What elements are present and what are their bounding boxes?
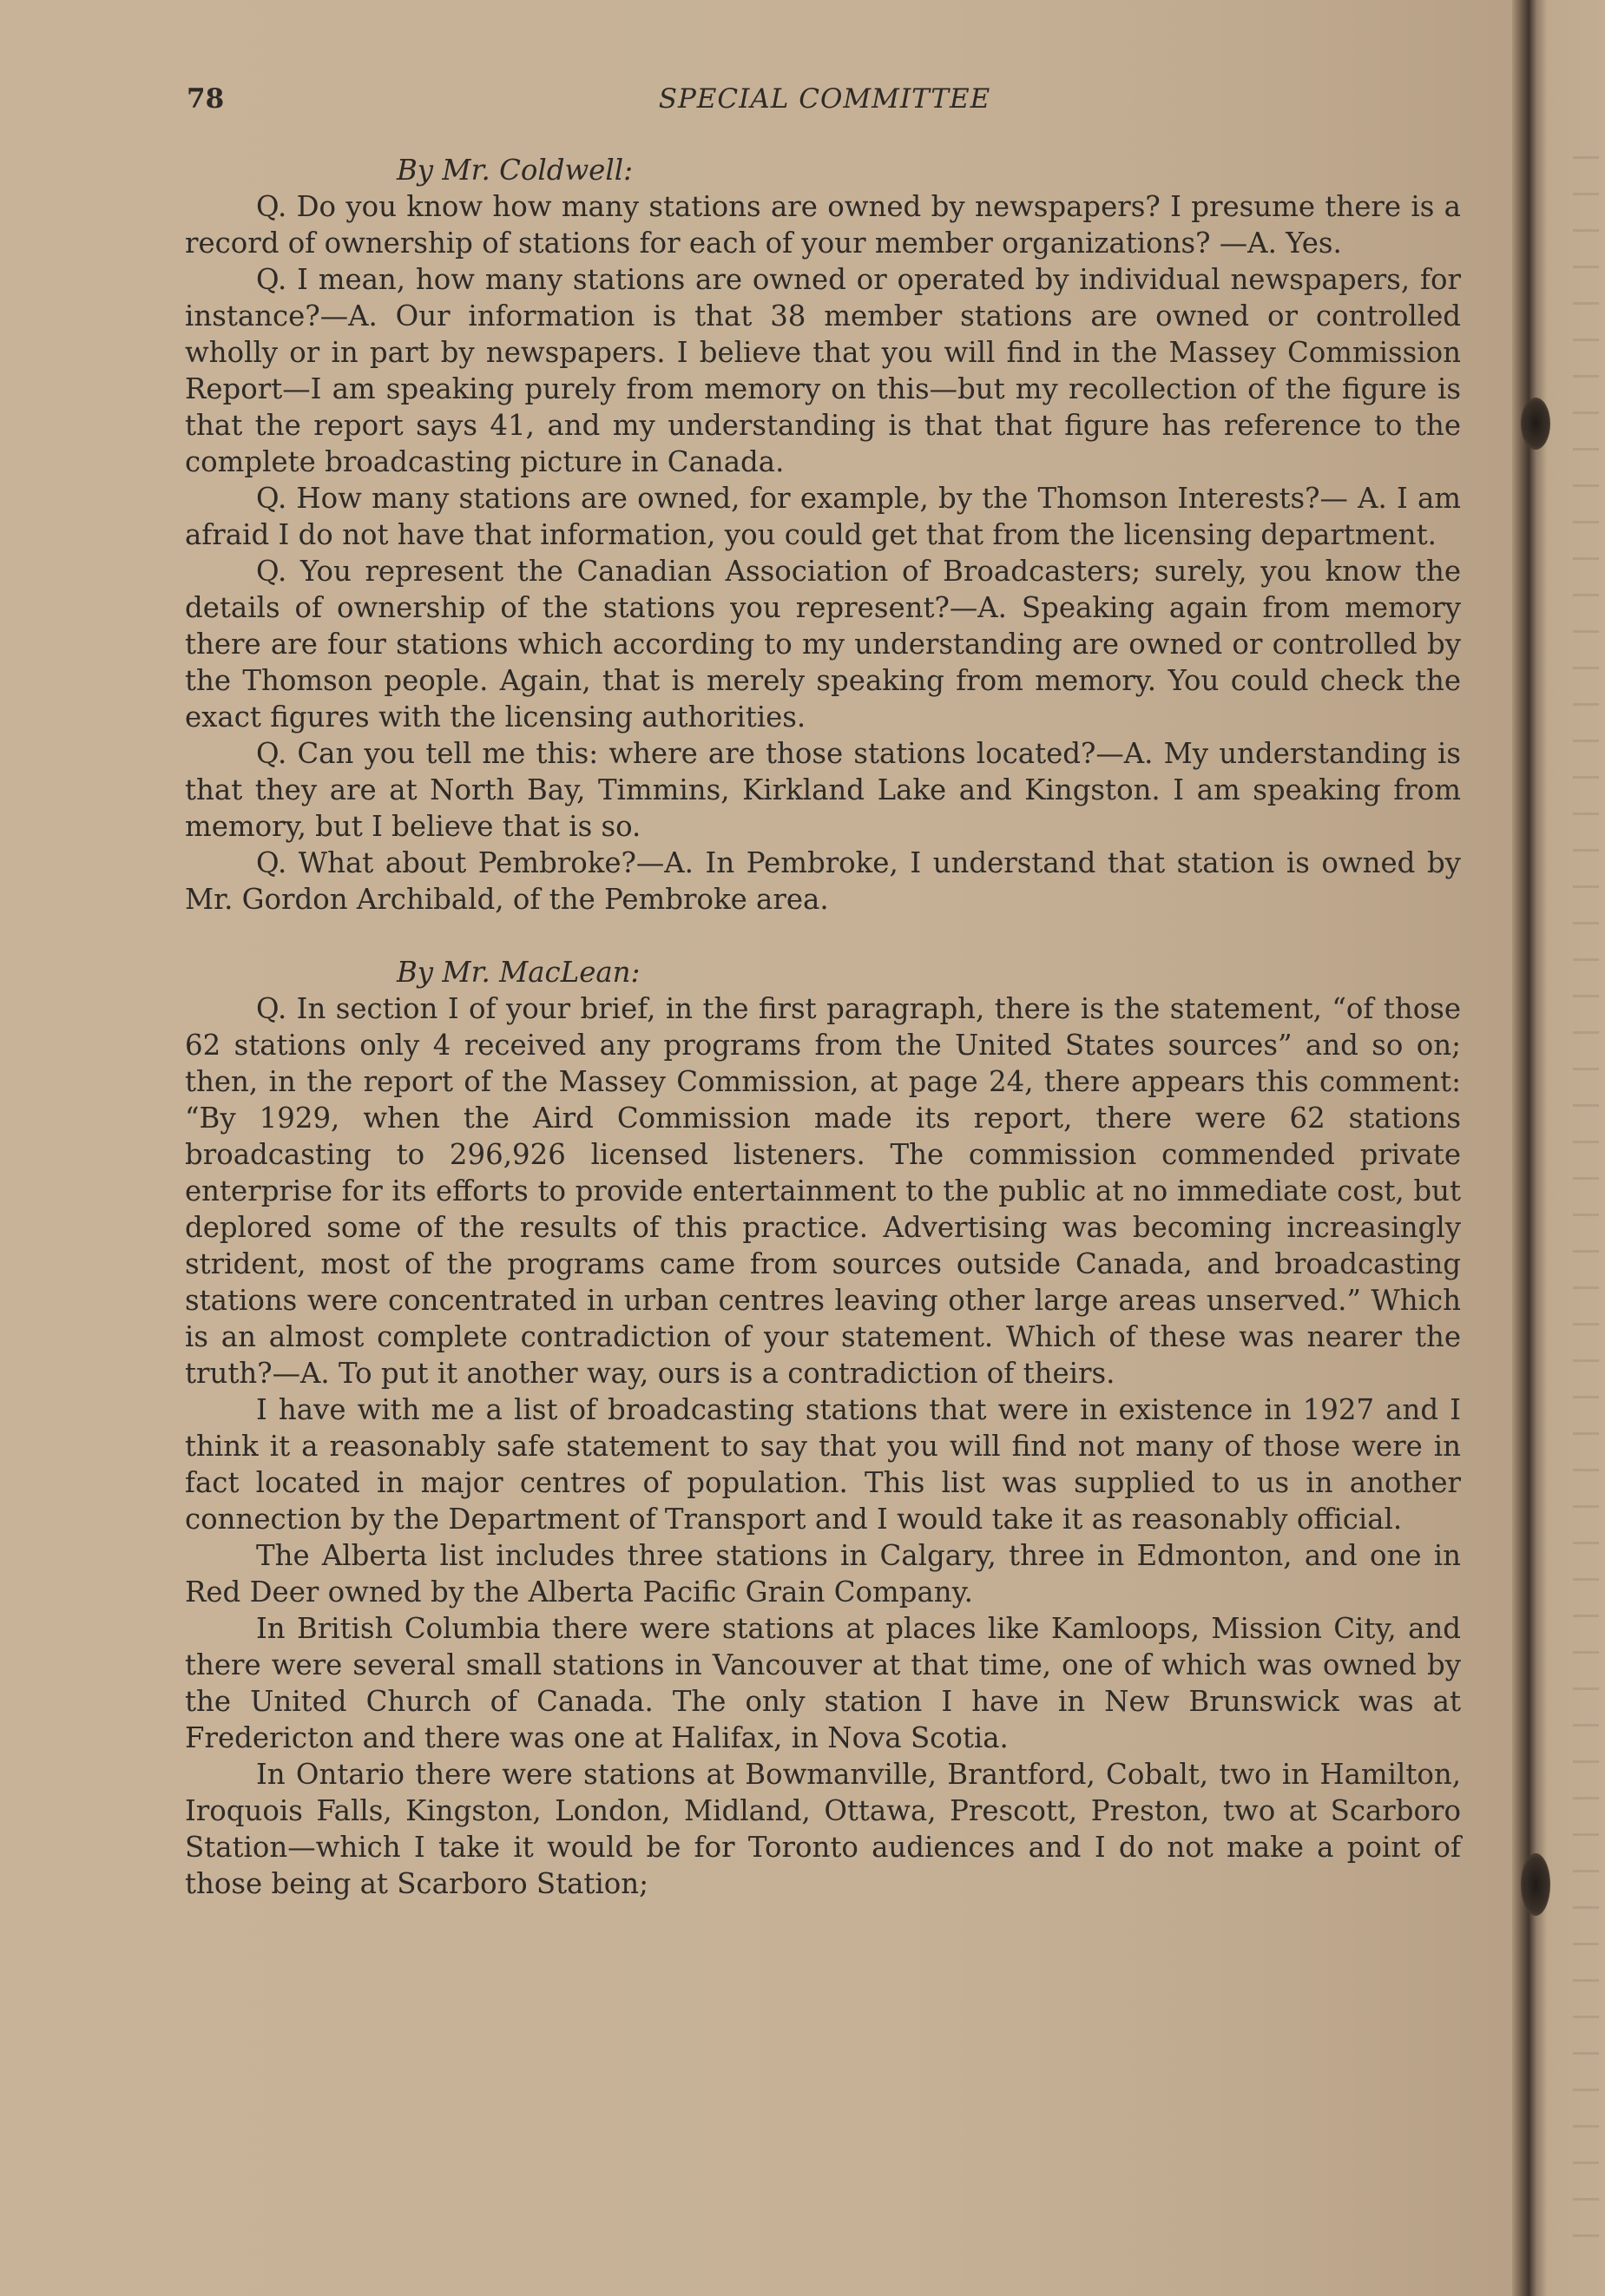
section-coldwell [185, 152, 1461, 918]
paragraph: The Alberta list includes three stations in Calgary, three in Edmonton, and one in Red Deer owned by the Alberta Pacific Grain Company. [185, 1539, 1461, 1609]
binding-hole [1521, 1853, 1550, 1916]
paragraph: Q. In section I of your brief, in the first paragraph, there is the statement, “of those 62 stations only 4 received any programs from the United States sources” and so on; then, in the report of the Massey Commission, at page 24, there appears this comment: “By 1929, when the Aird Commission made its report, there were 62 stations broadcasting to 296,926 licensed listeners. The commission commended private enterprise for its efforts to provide entertainment to the public at no immediate cost, but deplored some of the results of this practice. Advertising was becoming increasingly strident, most of the programs came from sources outside Canada, and broadcasting stations were concentrated in urban centres leaving other large areas unserved.” Which is an almost complete contradiction of your statement. Which of these was nearer the truth?—A. To put it another way, ours is a contradiction of theirs. [185, 992, 1461, 1390]
speaker-heading: By Mr. Coldwell: [397, 154, 633, 187]
binding-hole [1521, 398, 1550, 450]
page-header [187, 83, 1463, 118]
speaker-heading: By Mr. MacLean: [397, 956, 641, 989]
facing-page-edge [1573, 156, 1599, 2240]
paragraph: In Ontario there were stations at Bowmanville, Brantford, Cobalt, two in Hamilton, Iroquois Falls, Kingston, London, Midland, Ottawa, Prescott, Preston, two at Scarboro Station—which I take it would be for Toronto audiences and I do not make a point of those being at Scarboro Station; [185, 1758, 1461, 1900]
paragraph: Q. Do you know how many stations are owned by newspapers? I presume there is a record of ownership of stations for each of your member organizations? —A. Yes. [185, 190, 1461, 260]
paragraph: Q. You represent the Canadian Association of Broadcasters; surely, you know the details of ownership of the stations you represent?—A. Speaking again from memory there are four stations which according to my understanding are owned or controlled by the Thomson people. Again, that is merely speaking from memory. You could check the exact figures with the licensing authorities. [185, 555, 1461, 734]
paragraph: Q. I mean, how many stations are owned or operated by individual newspapers, for instance?—A. Our information is that 38 member stations are owned or controlled wholly or in part by newspapers. I believe that you will find in the Massey Commission Report—I am speaking purely from memory on this—but my recollection of the figure is that the report says 41, and my understanding is that that figure has reference to the complete broadcasting picture in Canada. [185, 263, 1461, 478]
paragraph: In British Columbia there were stations at places like Kamloops, Mission City, and there were several small stations in Vancouver at that time, one of which was owned by the United Church of Canada. The only station I have in New Brunswick was at Fredericton and there was one at Halifax, in Nova Scotia. [185, 1612, 1461, 1754]
paragraph: Q. How many stations are owned, for example, by the Thomson Interests?— A. I am afraid I do not have that information, you could get that from the licensing department. [185, 482, 1461, 551]
paragraph: I have with me a list of broadcasting stations that were in existence in 1927 and I think it a reasonably safe statement to say that you will find not many of those were in fact located in major centres of population. This list was supplied to us in another connection by the Department of Transport and I would take it as reasonably official. [185, 1393, 1461, 1536]
page-number: 78 [187, 83, 225, 115]
document-body [185, 152, 1461, 1902]
running-title: SPECIAL COMMITTEE [658, 83, 991, 115]
section-maclean [185, 954, 1461, 1902]
paragraph: Q. Can you tell me this: where are those stations located?—A. My understanding is that they are at North Bay, Timmins, Kirkland Lake and Kingston. I am speaking from memory, but I believe that is so. [185, 737, 1461, 843]
paragraph: Q. What about Pembroke?—A. In Pembroke, I understand that station is owned by Mr. Gordon Archibald, of the Pembroke area. [185, 846, 1461, 916]
